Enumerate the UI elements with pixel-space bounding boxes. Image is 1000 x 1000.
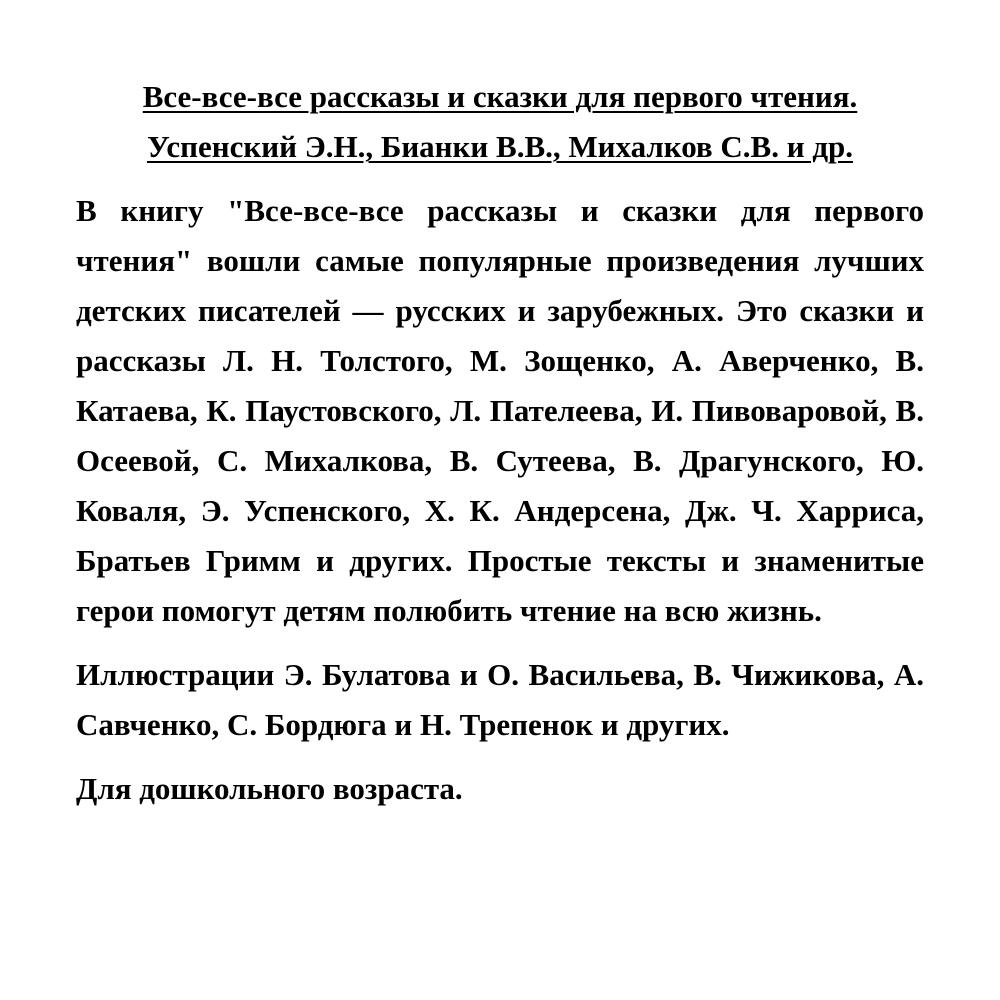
description-paragraph: В книгу "Все-все-все рассказы и сказки для первого чтения" вошли самые популярные произведения лучших детских писателей — русских и зарубежных. Это сказки и рассказы Л. Н. Толстого, М. Зощенко, А. Аверченко, В. Катаева, К. Паустовского, Л. Пателеева, И. Пивоваровой, В. Осеевой, С. Михалкова, В. Сутеева, В. Драгунского, Ю. Коваля, Э. Успенского, Х. К. Андерсена, Дж. Ч. Харриса, Братьев Гримм и других. Простые тексты и знаменитые герои помогут детям полюбить чтение на всю жизнь. (76, 193, 924, 628)
illustrators-paragraph: Иллюстрации Э. Булатова и О. Васильева, В. Чижикова, А. Савченко, С. Бордюга и Н. Трепенок и других. (76, 657, 924, 742)
document-title: Все-все-все рассказы и сказки для первого чтения. Успенский Э.Н., Бианки В.В., Михалков С.В. и др. (142, 79, 858, 164)
age-recommendation: Для дошкольного возраста. (76, 771, 463, 806)
